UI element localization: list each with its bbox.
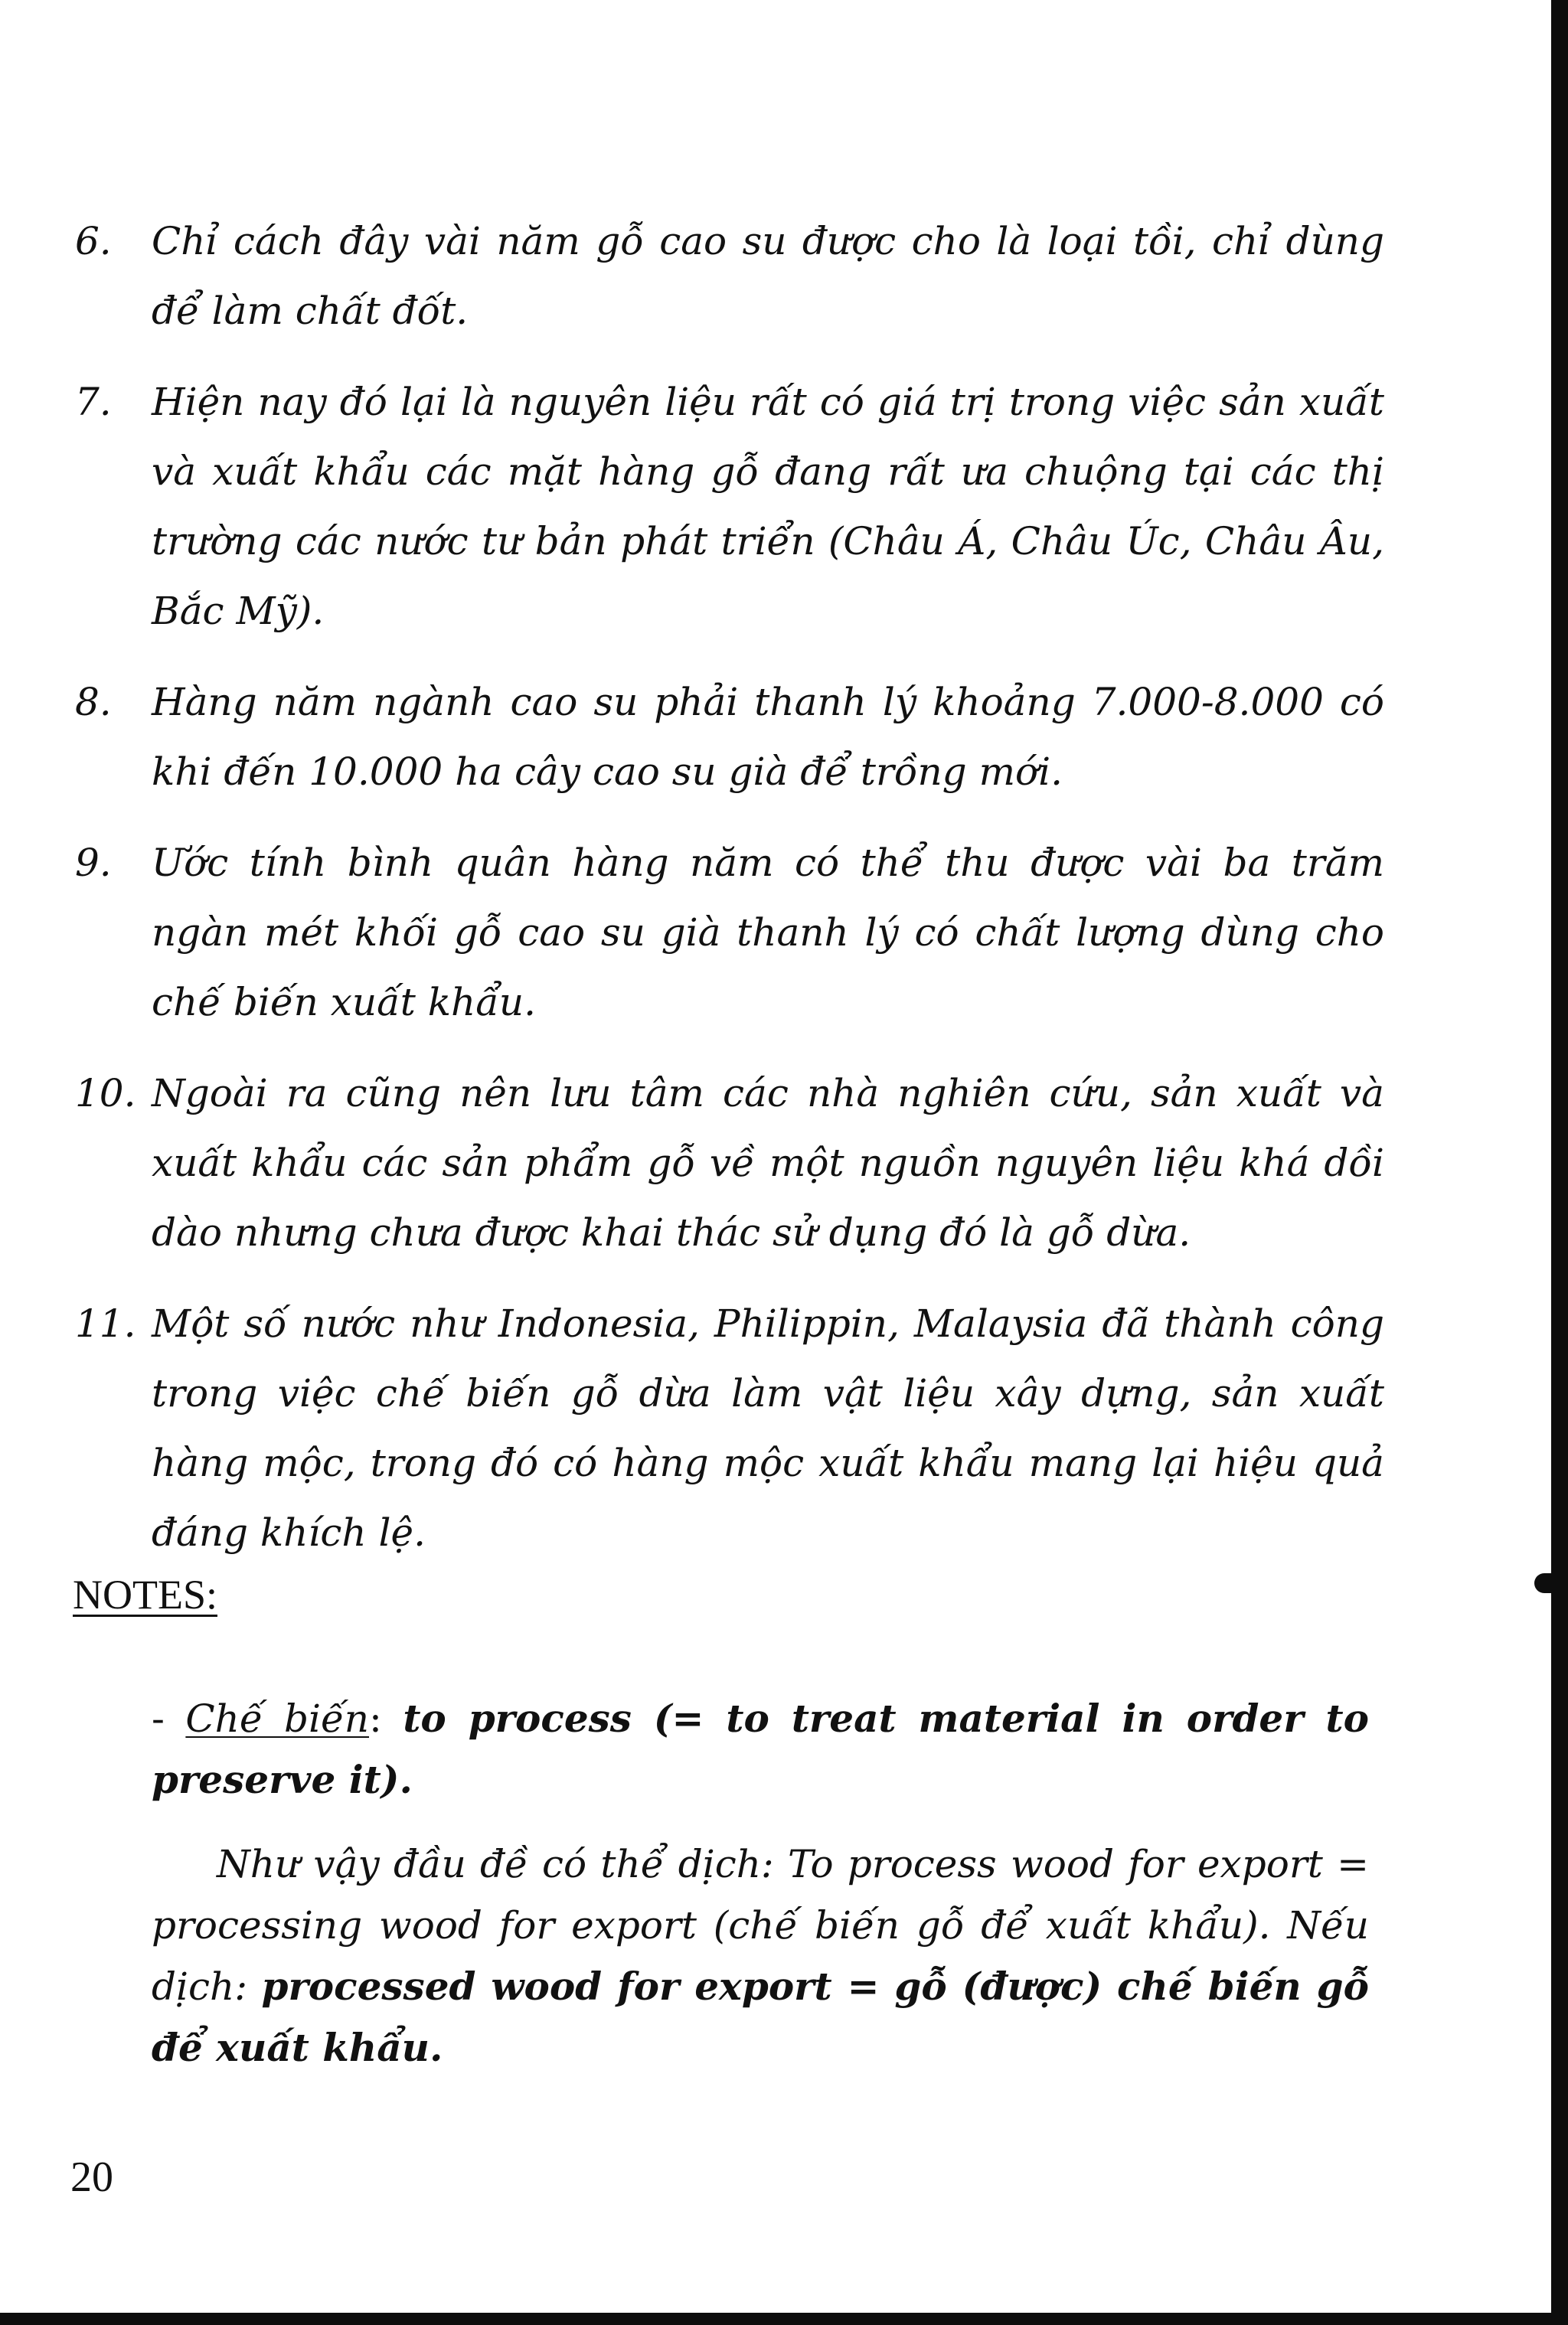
note-translation [152, 1834, 1369, 2078]
scan-edge-notch [1534, 1573, 1557, 1593]
note-definition [152, 1688, 1369, 1811]
list-item [75, 828, 1384, 1037]
numbered-list [75, 207, 1384, 1589]
note-definition-text: to process (= to treat material in order to preserve it). [152, 1696, 1369, 1802]
list-item [75, 207, 1384, 346]
note-translation-intro: Như vậy đầu đề có thể dịch: To process wood for export = processing wood for export (chế biến gỗ để xuất khẩu). Nếu dịch: [152, 1842, 1369, 2009]
item-text: Ngoài ra cũng nên lưu tâm các nhà nghiên cứu, sản xuất và xuất khẩu các sản phẩm gỗ về một nguồn nguyên liệu khá dồi dào nhưng chưa được khai thác sử dụng đó là gỗ dừa. [152, 1071, 1384, 1255]
item-text: Ước tính bình quân hàng năm có thể thu được vài ba trăm ngàn mét khối gỗ cao su già thanh lý có chất lượng dùng cho chế biến xuất khẩu. [152, 841, 1384, 1024]
item-number: 8. [75, 680, 112, 724]
item-number: 7. [75, 380, 112, 424]
item-text: Một số nước như Indonesia, Philippin, Malaysia đã thành công trong việc chế biến gỗ dừa làm vật liệu xây dựng, sản xuất hàng mộc, trong đó có hàng mộc xuất khẩu mang lại hiệu quả đáng khích lệ. [152, 1301, 1384, 1555]
item-text: Chỉ cách đây vài năm gỗ cao su được cho là loại tồi, chỉ dùng để làm chất đốt. [152, 219, 1384, 333]
note-translation-emphasis: processed wood for export = gỗ (được) chế biến gỗ để xuất khẩu. [152, 1964, 1369, 2070]
item-text: Hiện nay đó lại là nguyên liệu rất có giá trị trong việc sản xuất và xuất khẩu các mặt hàng gỗ đang rất ưa chuộng tại các thị trường các nước tư bản phát triển (Châu Á, Châu Úc, Châu Âu, Bắc Mỹ). [152, 380, 1384, 633]
list-item [75, 1289, 1384, 1568]
item-number: 10. [75, 1071, 136, 1115]
page-number: 20 [70, 2154, 113, 2201]
note-dash: - [152, 1696, 186, 1741]
note-term: Chế biến [185, 1696, 369, 1741]
item-number: 9. [75, 841, 112, 885]
note-colon: : [369, 1696, 403, 1741]
list-item [75, 668, 1384, 807]
scan-edge-right [1551, 0, 1568, 2325]
list-item [75, 1059, 1384, 1268]
item-number: 11. [75, 1301, 136, 1346]
item-number: 6. [75, 219, 112, 263]
notes-heading: NOTES: [73, 1572, 217, 1618]
item-text: Hàng năm ngành cao su phải thanh lý khoảng 7.000-8.000 có khi đến 10.000 ha cây cao su già để trồng mới. [152, 680, 1384, 794]
list-item [75, 367, 1384, 646]
scan-edge-bottom [0, 2313, 1568, 2325]
